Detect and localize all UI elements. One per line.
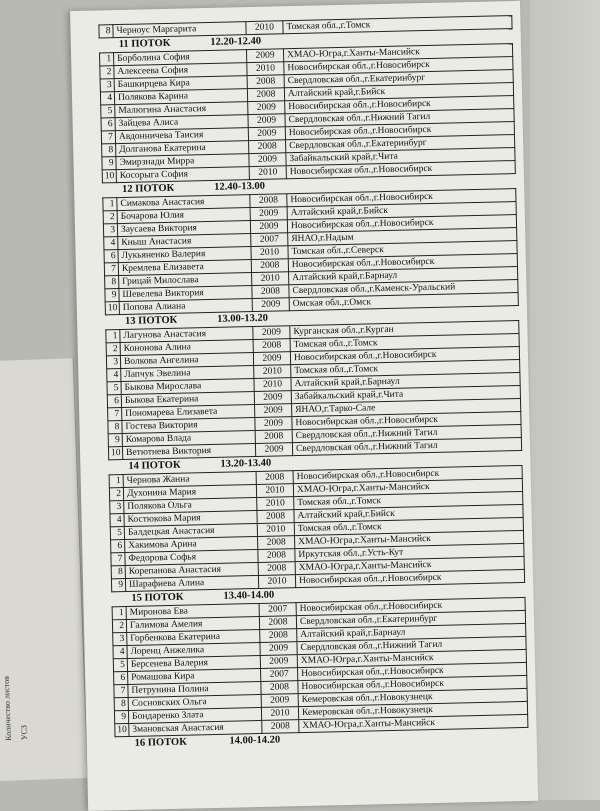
birth-year: 2010: [261, 707, 298, 721]
birth-year: 2007: [251, 233, 288, 247]
group-title: 15 ПОТОК: [131, 591, 184, 604]
region: Алтайский край,г.Барнаул: [297, 623, 526, 641]
row-number: 2: [103, 211, 117, 224]
row-number: 5: [113, 658, 127, 671]
region: Томская обл.,г.Северск: [288, 241, 517, 259]
participant-name: Башкирцева Кира: [114, 76, 247, 92]
row-number: 9: [111, 578, 125, 591]
region: ХМАО-Югра,г.Ханты-Мансийск: [293, 478, 522, 496]
birth-year: 2009: [248, 101, 285, 115]
group-time: 13.00-13.20: [217, 312, 269, 325]
region: Новосибирская обл.,г.Новосибирск: [287, 215, 516, 233]
participant-name: Шарафиева Алина: [125, 575, 258, 591]
birth-year: 2010: [254, 378, 291, 392]
row-number: 7: [108, 408, 122, 421]
row-number: 4: [100, 92, 114, 105]
participant-name: Горбенкова Екатерина: [127, 629, 260, 645]
birth-year: 2010: [246, 21, 283, 35]
participant-name: Косорыга София: [116, 167, 249, 183]
row-number: 3: [106, 356, 120, 369]
group-time: 12.20-12.40: [210, 35, 262, 48]
participant-name: Костюкова Мария: [124, 510, 257, 526]
region: Новосибирская обл.,г.Новосибирск: [293, 465, 522, 483]
region: Свердловская обл.,г.Нижний Тагил: [292, 424, 521, 442]
participant-name: Лукьяненко Валерия: [118, 247, 251, 263]
birth-year: 2008: [247, 88, 284, 102]
region: Алтайский край,г.Бийск: [284, 83, 513, 101]
participant-name: Эмирзнади Мирра: [116, 154, 249, 170]
row-number: 9: [102, 157, 116, 170]
group-title: 11 ПОТОК: [118, 37, 171, 51]
region: Новосибирская обл.,г.Новосибирск: [284, 57, 513, 75]
group-table: [112, 597, 529, 737]
region: Свердловская обл.,г.Каменск-Уральский: [289, 280, 518, 298]
group-time: 14.00-14.20: [229, 734, 281, 747]
birth-year: 2009: [260, 642, 297, 656]
birth-year: 2009: [261, 694, 298, 708]
region: Новосибирская обл.,г.Новосибирск: [298, 675, 527, 693]
row-number: 3: [103, 224, 117, 237]
participant-name: Змановская Анастасия: [129, 720, 262, 736]
schedule-document: [98, 15, 528, 751]
row-number: 4: [104, 237, 118, 250]
region: Кемеровская обл.,г.Новокузнецк: [298, 701, 527, 719]
birth-year: 2010: [247, 62, 284, 76]
participant-name: Зайцева Алиса: [115, 115, 248, 131]
row-number: 6: [107, 395, 121, 408]
birth-year: 2009: [255, 443, 292, 457]
participant-name: Долганова Екатерина: [116, 141, 249, 157]
participant-name: Быкова Екатерина: [121, 392, 254, 408]
birth-year: 2008: [258, 536, 295, 550]
birth-year: 2009: [253, 326, 290, 340]
row-number: 8: [102, 144, 116, 157]
region: Свердловская обл.,г.Екатеринбург: [286, 135, 515, 153]
region: Новосибирская обл.,г.Новосибирск: [292, 411, 521, 429]
participant-name: Галимова Амелия: [126, 616, 259, 632]
region: Кемеровская обл.,г.Новокузнецк: [298, 688, 527, 706]
birth-year: 2009: [260, 655, 297, 669]
underlying-sheet: [0, 358, 88, 782]
birth-year: 2009: [246, 49, 283, 63]
region: Забайкальский край,г.Чита: [286, 148, 515, 166]
region: Томская обл.,г.Томск: [291, 359, 520, 377]
birth-year: 2009: [255, 404, 292, 418]
birth-year: 2008: [250, 194, 287, 208]
region: Алтайский край,г.Бийск: [287, 202, 516, 220]
birth-year: 2009: [253, 352, 290, 366]
participant-name: Федорова Софья: [125, 549, 258, 565]
region: Новосибирская обл.,г.Новосибирск: [298, 662, 527, 680]
birth-year: 2008: [253, 339, 290, 353]
row-number: 9: [114, 710, 128, 723]
participant-name: Бочарова Юлия: [117, 208, 250, 224]
region: ХМАО-Югра,г.Ханты-Мансийск: [297, 649, 526, 667]
row-number: 9: [105, 289, 119, 302]
region: ЯНАО,г.Надым: [288, 228, 517, 246]
birth-year: 2008: [251, 259, 288, 273]
birth-year: 2008: [258, 562, 295, 576]
participant-name: Кныш Анастасия: [118, 234, 251, 250]
region: Новосибирская обл.,г.Новосибирск: [296, 597, 525, 615]
birth-year: 2009: [252, 298, 289, 312]
group-table: [102, 188, 519, 315]
row-number: 2: [109, 488, 123, 501]
region: Новосибирская обл.,г.Новосибирск: [290, 346, 519, 364]
participant-name: Лагунова Анастасия: [120, 327, 253, 343]
birth-year: 2009: [248, 114, 285, 128]
row-number: 6: [111, 540, 125, 553]
region: Курганская обл.,г.Курган: [290, 321, 519, 339]
participant-name: Черноус Маргарита: [113, 22, 246, 38]
region: Алтайский край,г.Барнаул: [289, 267, 518, 285]
row-number: 1: [100, 53, 114, 66]
row-number: 4: [110, 514, 124, 527]
participant-name: Полякова Ольга: [124, 497, 257, 513]
birth-year: 2010: [258, 575, 295, 589]
birth-year: 2008: [257, 510, 294, 524]
birth-year: 2010: [252, 272, 289, 286]
row-number: 4: [113, 645, 127, 658]
row-number: 7: [114, 684, 128, 697]
participant-name: Корепанова Анастасия: [125, 562, 258, 578]
row-number: 4: [107, 369, 121, 382]
birth-year: 2009: [250, 207, 287, 221]
row-number: 1: [103, 198, 117, 211]
row-number: 2: [106, 343, 120, 356]
region: Иркутская обл.,г.Усть-Кут: [295, 543, 524, 561]
birth-year: 2010: [249, 166, 286, 180]
birth-year: 2010: [256, 484, 293, 498]
row-number: 10: [115, 723, 129, 736]
birth-year: 2008: [247, 75, 284, 89]
region: Алтайский край,г.Барнаул: [291, 372, 520, 390]
region: Новосибирская обл.,г.Новосибирск: [287, 189, 516, 207]
participant-name: Малюгина Анастасия: [115, 102, 248, 118]
row-number: 10: [105, 302, 119, 315]
birth-year: 2008: [255, 430, 292, 444]
row-number: 1: [106, 330, 120, 343]
group-time: 13.40-14.00: [223, 589, 275, 602]
region: Новосибирская обл.,г.Новосибирск: [295, 569, 524, 587]
row-number: 2: [100, 66, 114, 79]
birth-year: 2008: [262, 720, 299, 734]
participant-name: Борболина София: [114, 50, 247, 66]
region: ХМАО-Югра,г.Ханты-Мансийск: [283, 44, 512, 62]
birth-year: 2007: [261, 668, 298, 682]
region: Омская обл.,г.Омск: [289, 293, 518, 311]
participant-name: Бондаренко Злата: [128, 707, 261, 723]
row-number: 3: [100, 79, 114, 92]
participant-name: Ветютнева Виктория: [122, 444, 255, 460]
row-number: 5: [110, 527, 124, 540]
row-number: 7: [111, 553, 125, 566]
participant-name: Ромашова Кира: [128, 668, 261, 684]
birth-year: 2009: [248, 127, 285, 141]
region: Новосибирская обл.,г.Новосибирск: [288, 254, 517, 272]
participant-name: Лоренц Анжелика: [127, 642, 260, 658]
birth-year: 2008: [261, 681, 298, 695]
birth-year: 2010: [257, 497, 294, 511]
region: ХМАО-Югра,г.Ханты-Мансийск: [295, 556, 524, 574]
birth-year: 2008: [249, 140, 286, 154]
row-number: 10: [102, 170, 116, 183]
region: Свердловская обл.,г.Нижний Тагил: [297, 636, 526, 654]
participant-name: Быкова Мирослава: [121, 379, 254, 395]
group-title: 16 ПОТОК: [134, 736, 187, 749]
birth-year: 2010: [254, 365, 291, 379]
birth-year: 2010: [257, 523, 294, 537]
region: Томская обл.,г.Томск: [290, 334, 519, 352]
group-table: [105, 320, 522, 460]
participant-name: Берсенева Валерия: [127, 655, 260, 671]
participant-name: Духонина Мария: [123, 485, 256, 501]
participant-name: Кононова Алина: [120, 340, 253, 356]
row-number: 5: [101, 105, 115, 118]
birth-year: 2007: [259, 603, 296, 617]
side-label-2: Количество листов: [1, 675, 13, 741]
row-number: 1: [112, 606, 126, 619]
row-number: 8: [99, 25, 113, 38]
participant-name: Шевелева Виктория: [119, 286, 252, 302]
birth-year: 2008: [258, 549, 295, 563]
region: Свердловская обл.,г.Нижний Тагил: [292, 437, 521, 455]
row-number: 2: [112, 619, 126, 632]
participant-name: Балдецкая Анастасия: [124, 523, 257, 539]
region: ХМАО-Югра,г.Ханты-Мансийск: [295, 530, 524, 548]
participant-name: Петрунина Полина: [128, 681, 261, 697]
region: Новосибирская обл.,г.Новосибирск: [285, 96, 514, 114]
birth-year: 2008: [259, 616, 296, 630]
row-number: 6: [114, 671, 128, 684]
region: Свердловская обл.,г.Екатеринбург: [296, 610, 525, 628]
participant-name: Симакова Анастасия: [117, 195, 250, 211]
participant-name: Хакимова Арина: [125, 536, 258, 552]
group-list: [99, 29, 529, 737]
row-number: 6: [104, 250, 118, 263]
group-title: 13 ПОТОК: [124, 314, 178, 327]
row-number: 3: [110, 501, 124, 514]
region: Новосибирская обл.,г.Новосибирск: [286, 161, 515, 179]
birth-year: 2010: [251, 246, 288, 260]
row-number: 8: [105, 276, 119, 289]
region: Свердловская обл.,г.Нижний Тагил: [285, 109, 514, 127]
group-time: 12.40-13.00: [214, 180, 266, 193]
row-number: 3: [113, 632, 127, 645]
participant-name: Комарова Влада: [122, 431, 255, 447]
row-number: 1: [109, 475, 123, 488]
group-time: 13.20-13.40: [220, 457, 272, 470]
document-page: [70, 1, 538, 811]
group-title: 14 ПОТОК: [128, 459, 181, 472]
region: Томская обл.,г.Томск: [283, 16, 512, 34]
row-number: 7: [104, 263, 118, 276]
birth-year: 2008: [256, 471, 293, 485]
row-number: 5: [107, 382, 121, 395]
group-table: [99, 43, 516, 183]
participant-name: Лапчук Эвелина: [121, 366, 254, 382]
participant-name: Авдонничева Таисия: [115, 128, 248, 144]
row-number: 7: [101, 131, 115, 144]
side-label-3: УСЗ: [19, 724, 29, 741]
region: Томская обл.,г.Томск: [294, 517, 523, 535]
row-number: 10: [108, 447, 122, 460]
region: Забайкальский край,г.Чита: [291, 385, 520, 403]
birth-year: 2008: [252, 285, 289, 299]
birth-year: 2009: [255, 417, 292, 431]
birth-year: 2008: [260, 629, 297, 643]
participant-name: Грицай Милослава: [119, 273, 252, 289]
group-table: [109, 465, 526, 592]
row-number: 6: [101, 118, 115, 131]
participant-name: Гостева Виктория: [122, 418, 255, 434]
participant-name: Миронова Ева: [126, 603, 259, 619]
region: ХМАО-Югра,г.Ханты-Мансийск: [299, 714, 528, 732]
row-number: 8: [114, 697, 128, 710]
row-number: 8: [108, 421, 122, 434]
row-number: 8: [111, 565, 125, 578]
participant-name: Попова Алиана: [119, 299, 252, 315]
participant-name: Сосновских Ольга: [128, 694, 261, 710]
region: Новосибирская обл.,г.Новосибирск: [285, 122, 514, 140]
participant-name: Чернова Жанна: [123, 472, 256, 488]
desk-edge: [530, 0, 600, 800]
group-title: 12 ПОТОК: [121, 182, 175, 195]
participant-name: Заусаева Виктория: [117, 221, 250, 237]
birth-year: 2009: [250, 220, 287, 234]
participant-name: Полякова Карина: [114, 89, 247, 105]
participant-name: Кремлева Елизавета: [118, 260, 251, 276]
region: Алтайский край,г.Бийск: [294, 504, 523, 522]
row-number: 9: [108, 434, 122, 447]
region: Томская обл.,г.Томск: [294, 491, 523, 509]
birth-year: 2009: [254, 391, 291, 405]
participant-name: Алексеева София: [114, 63, 247, 79]
region: Свердловская обл.,г.Екатеринбург: [284, 70, 513, 88]
participant-name: Волкова Ангелина: [120, 353, 253, 369]
participant-name: Пономарева Елизавета: [122, 405, 255, 421]
birth-year: 2009: [249, 153, 286, 167]
region: ЯНАО,г.Тарко-Сале: [292, 398, 521, 416]
